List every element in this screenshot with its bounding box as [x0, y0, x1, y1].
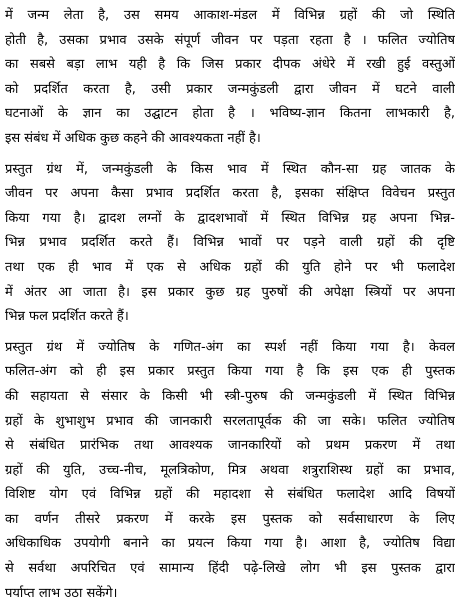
text-line: भिन्न प्रभाव प्रदर्शित करते हैं। विभिन्न भावों पर पड़ने वाली ग्रहों की दृष्टि: [5, 235, 455, 251]
text-line: प्रस्तुत ग्रंथ में ज्योतिष के गणित-अंग का स्पर्श नहीं किया गया है। केवल: [5, 339, 455, 355]
paragraph-1: [5, 4, 455, 152]
text-line: का सबसे बड़ा लाभ यही है कि जिस प्रकार दीपक अंधेरे में रखी हुई वस्तुओं: [5, 57, 455, 73]
text-line: होती है, उसका प्रभाव उसके संपूर्ण जीवन पर पड़ता रहता है । फलित ज्योतिष: [5, 32, 455, 48]
text-line: फलित-अंग को ही इस प्रकार प्रस्तुत किया गया है कि इस एक ही पुस्तक: [5, 364, 455, 380]
text-line: प्रस्तुत ग्रंथ में, जन्मकुंडली के किस भाव में स्थित कौन-सा ग्रह जातक के: [5, 161, 455, 177]
text-line: को प्रदर्शित करता है, उसी प्रकार जन्मकुंडली द्वारा जीवन में घटने वाली: [5, 81, 455, 97]
text-line: से सर्वथा अपरिचित एवं सामान्य हिंदी पढ़े-लिखे लोग भी इस पुस्तक द्वारा: [5, 561, 455, 577]
text-line: अधिकाधिक उपयोगी बनाने का प्रयत्न किया गया है। आशा है, ज्योतिष विद्या: [5, 536, 455, 552]
text-line: में अंतर आ जाता है। इस प्रकार कुछ ग्रह पुरुषों की अपेक्षा स्त्रियों पर अपना: [5, 284, 455, 300]
text-line: किया गया है। द्वादश लग्नों के द्वादशभावों में स्थित विभिन्न ग्रह अपना भिन्न-: [5, 210, 455, 226]
text-line: ग्रहों की युति, उच्च-नीच, मूलत्रिकोण, मित्र अथवा शत्रुराशिस्थ ग्रहों का प्रभाव,: [5, 462, 455, 478]
text-line: विशिष्ट योग एवं विभिन्न ग्रहों की महादशा से संबंधित फलादेश आदि विषयों: [5, 487, 455, 503]
text-line: का वर्णन तीसरे प्रकरण में करके इस पुस्तक को सर्वसाधारण के लिए: [5, 511, 455, 527]
text-line: ग्रहों के शुभाशुभ प्रभाव की जानकारी सरलतापूर्वक की जा सके। फलित ज्योतिष: [5, 413, 455, 429]
text-line: इस संबंध में अधिक कुछ कहने की आवश्यकता नहीं है।: [5, 130, 261, 146]
paragraph-2: [5, 158, 455, 330]
text-line: घटनाओं के ज्ञान का उद्घाटन होता है । भविष्य-ज्ञान कितना लाभकारी है,: [5, 106, 455, 122]
text-line: में जन्म लेता है, उस समय आकाश-मंडल में विभिन्न ग्रहों की जो स्थिति: [5, 8, 455, 23]
paragraph-3: [5, 336, 455, 606]
text-line: भिन्न फल प्रदर्शित करते हैं।: [5, 309, 129, 325]
text-line: से संबंधित प्रारंभिक तथा आवश्यक जानकारियों को प्रथम प्रकरण में तथा: [5, 438, 455, 454]
text-line: जीवन पर अपना कैसा प्रभाव प्रदर्शित करता है, इसका संक्षिप्त विवेचन प्रस्तुत: [5, 186, 455, 202]
text-line: की सहायता से संसार के किसी भी स्त्री-पुरुष की जन्मकुंडली में स्थित विभिन्न: [5, 388, 455, 404]
text-line: तथा एक ही भाव में एक से अधिक ग्रहों की युति होने पर भी फलादेश: [5, 259, 455, 275]
text-line: पर्याप्त लाभ उठा सकेंगे।: [5, 585, 118, 601]
